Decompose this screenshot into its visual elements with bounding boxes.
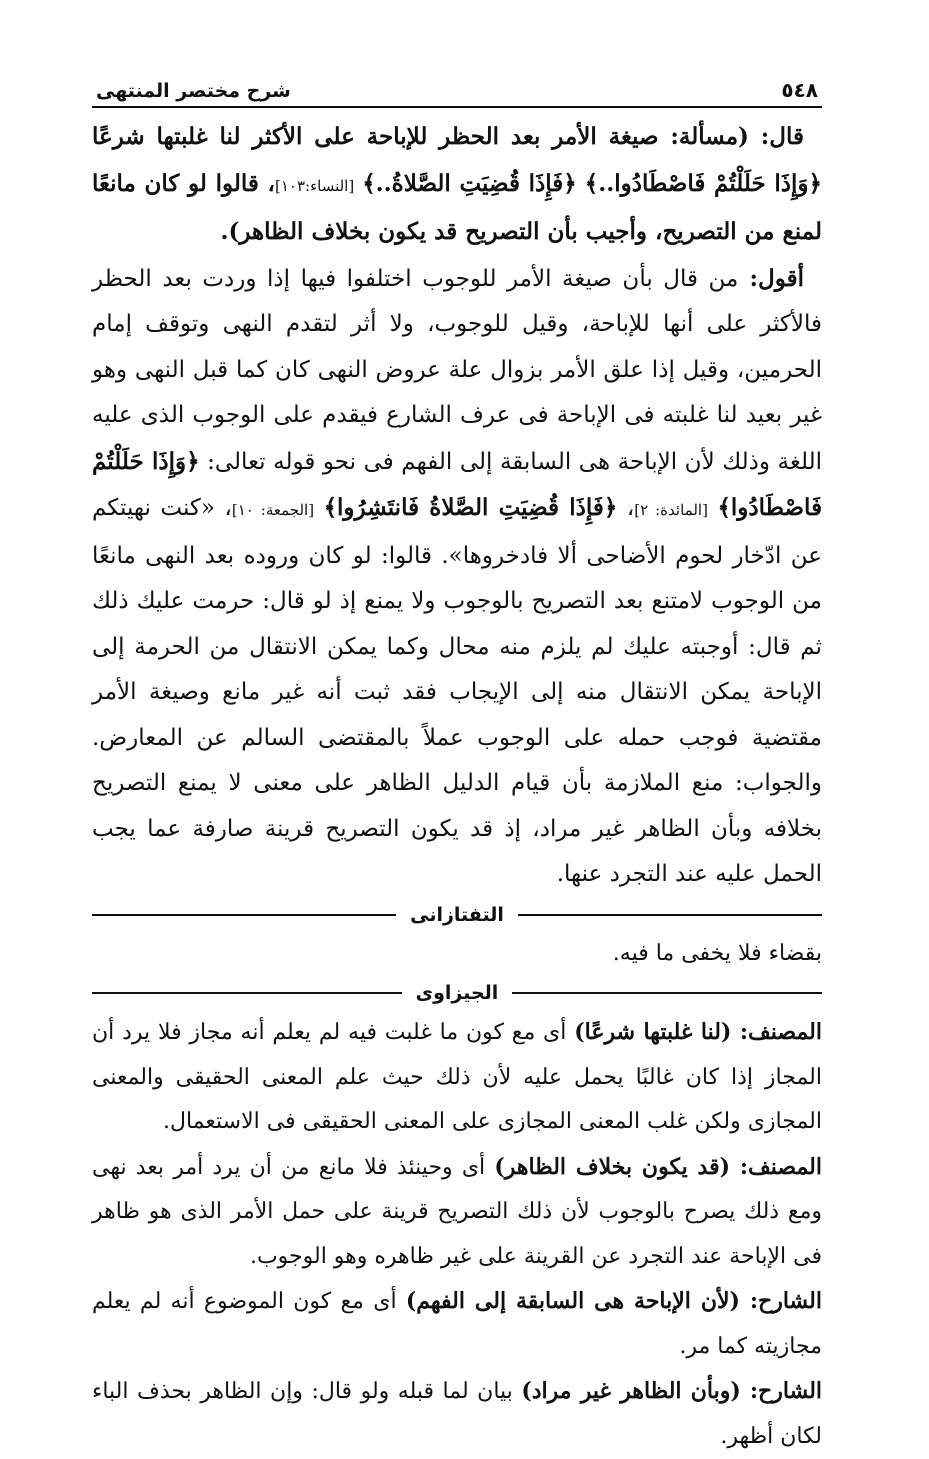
quran-verse: ﴿فَإِذَا قُضِيَتِ الصَّلاةُ..﴾ [362, 169, 577, 197]
jizawi-quote: (لنا غلبتها شرعًا) [574, 1019, 732, 1045]
taftazani-label: التفتازانى [410, 903, 504, 926]
jizawi-text: أى وحينئذ فلا مانع من أن يرد أمر بعد نهى ومع ذلك يصرح بالوجوب لأن ذلك التصريح قرينة على حمل الأمر الذى هو ظاهر فى الإباحة عند التجرد عن القرينة على غير ظاهره وهو الوجوب. [92, 1154, 822, 1269]
divider-rule [518, 914, 822, 916]
jizawi-paragraph [92, 1145, 822, 1280]
divider-rule [92, 992, 402, 994]
jizawi-section [92, 1010, 822, 1459]
matn-bold-text: (مسألة: صيغة الأمر بعد الحظر للإباحة على الأكثر لنا غلبتها شرعًا [92, 123, 749, 150]
matn-lead: قال: [748, 123, 804, 150]
jizawi-quote: (قد يكون بخلاف الظاهر) [494, 1153, 731, 1180]
jizawi-paragraph [92, 1279, 822, 1369]
jizawi-quote: (لأن الإباحة هى السابقة إلى الفهم) [405, 1288, 740, 1314]
jizawi-lead: الشارح: [740, 1378, 823, 1404]
quran-verse: ﴿وَإِذَا حَلَلْتُمْ فَاصْطَادُوا..﴾ [584, 169, 823, 197]
taftazani-divider [92, 900, 822, 930]
sharh-paragraph: أقول: من قال بأن صيغة الأمر للوجوب اختلفوا فيها إذا وردت بعد الحظر فالأكثر على أنها للإباحة، وقيل للوجوب، ولا أثر لتقدم النهى وتوقف إمام الحرمين، وقيل إذا علق الأمر بزوال علة عروض النهى كان كما قبل النهى وهو غير بعيد لنا غلبته فى الإباحة فى عرف الشارع فيقدم على الوجوب الذى عليه اللغة وذلك لأن الإباحة هى السابقة إلى الفهم فى نحو قوله تعالى: ﴿وَإِذَا حَلَلْتُمْ فَاصْطَادُوا﴾ [المائدة: ٢]، ﴿فَإِذَا قُضِيَتِ الصَّلاةُ فَانتَشِرُوا﴾ [الجمعة: ١٠]، «كنت نهيتكم عن ادّخار لحوم الأضاحى ألا فادخروها». قالوا: لو كان وروده بعد النهى مانعًا من الوجوب لامتنع بعد التصريح بالوجوب ولا يمنع إذ لو قال: حرمت عليك ذلك ثم قال: أوجبته عليك لم يلزم منه محال وكما يمكن الانتقال من الحرمة إلى الإباحة يمكن الانتقال منه إلى الإيجاب فقد ثبت أنه غير مانع وصيغة الأمر مقتضية فوجب حمله على الوجوب عملاً بالمقتضى السالم عن المعارض. والجواب: منع الملازمة بأن قيام الدليل الظاهر على معنى لا يمنع التصريح بخلافه وبأن الظاهر غير مراد، إذ قد يكون التصريح قرينة صارفة عما يجب الحمل عليه عند التجرد عنها. [92, 264, 823, 887]
running-head [92, 70, 822, 108]
main-text [92, 114, 822, 898]
matn-bold-rest: ، قالوا لو كان مانعًا لمنع من التصريح، وأجيب بأن التصريح قد يكون بخلاف الظاهر). [92, 169, 822, 245]
jizawi-label: الجيزاوى [415, 982, 499, 1004]
jizawi-paragraph [92, 1010, 822, 1145]
divider-rule [92, 914, 396, 916]
page-number: ٥٤٨ [781, 78, 818, 102]
quran-reference: [النساء:١٠٣] [274, 176, 355, 195]
jizawi-lead: المصنف: [731, 1019, 822, 1045]
jizawi-lead: الشارح: [739, 1288, 822, 1314]
running-title: شرح مختصر المنتهى [96, 80, 291, 102]
book-page [92, 70, 822, 1459]
jizawi-paragraph [92, 1369, 822, 1459]
taftazani-text: بقضاء فلا يخفى ما فيه. [612, 940, 822, 966]
quran-reference: [الجمعة: ١٠] [231, 501, 315, 519]
quran-verse: ﴿وَإِذَا حَلَلْتُمْ فَاصْطَادُوا﴾ [92, 447, 823, 521]
jizawi-quote: (وبأن الظاهر غير مراد) [521, 1378, 741, 1404]
sharh-text-continued: ، «كنت نهيتكم عن ادّخار لحوم الأضاحى ألا فادخروها». قالوا: لو كان وروده بعد النهى مانعًا من الوجوب لامتنع بعد التصريح بالوجوب ولا يمنع إذ لو قال: حرمت عليك ذلك ثم قال: أوجبته عليك لم يلزم منه محال وكما يمكن الانتقال من الحرمة إلى الإباحة يمكن الانتقال منه إلى الإيجاب فقد ثبت أنه غير مانع وصيغة الأمر مقتضية فوجب حمله على الوجوب عملاً بالمقتضى السالم عن المعارض. والجواب: منع الملازمة بأن قيام الدليل الظاهر على معنى لا يمنع التصريح بخلافه وبأن الظاهر غير مراد، إذ قد يكون التصريح قرينة صارفة عما يجب الحمل عليه عند التجرد عنها. [92, 495, 822, 887]
divider-rule [512, 992, 822, 994]
sharh-lead: أقول: [738, 264, 804, 292]
matn-paragraph [92, 114, 822, 256]
taftazani-section [92, 932, 822, 977]
sharh-text: من قال بأن صيغة الأمر للوجوب اختلفوا فيها إذا وردت بعد الحظر فالأكثر على أنها للإباحة، وقيل للوجوب، ولا أثر لتقدم النهى وتوقف إمام الحرمين، وقيل إذا علق الأمر بزوال علة عروض النهى كان كما قبل النهى وهو غير بعيد لنا غلبته فى الإباحة فى عرف الشارع فيقدم على الوجوب الذى عليه اللغة وذلك لأن الإباحة هى السابقة إلى الفهم فى نحو قوله تعالى: [92, 265, 822, 475]
jizawi-text: بيان لما قبله ولو قال: وإن الظاهر بحذف الباء لكان أظهر. [92, 1379, 822, 1449]
jizawi-divider [92, 978, 822, 1008]
jizawi-text: أى مع كون ما غلبت فيه لم يعلم أنه مجاز فلا يرد أن المجاز إذا كان غالبًا يحمل عليه لأن ذلك حيث علم المعنى الحقيقى والمعنى المجازى ولكن غلب المعنى المجازى على المعنى الحقيقى فى الاستعمال. [92, 1020, 822, 1134]
jizawi-lead: المصنف: [730, 1153, 822, 1180]
quran-reference: [المائدة: ٢] [634, 501, 708, 519]
jizawi-text: أى مع كون الموضوع أنه لم يعلم مجازيته كما مر. [92, 1289, 822, 1359]
quran-verse: ﴿فَإِذَا قُضِيَتِ الصَّلاةُ فَانتَشِرُوا﴾ [323, 494, 618, 521]
